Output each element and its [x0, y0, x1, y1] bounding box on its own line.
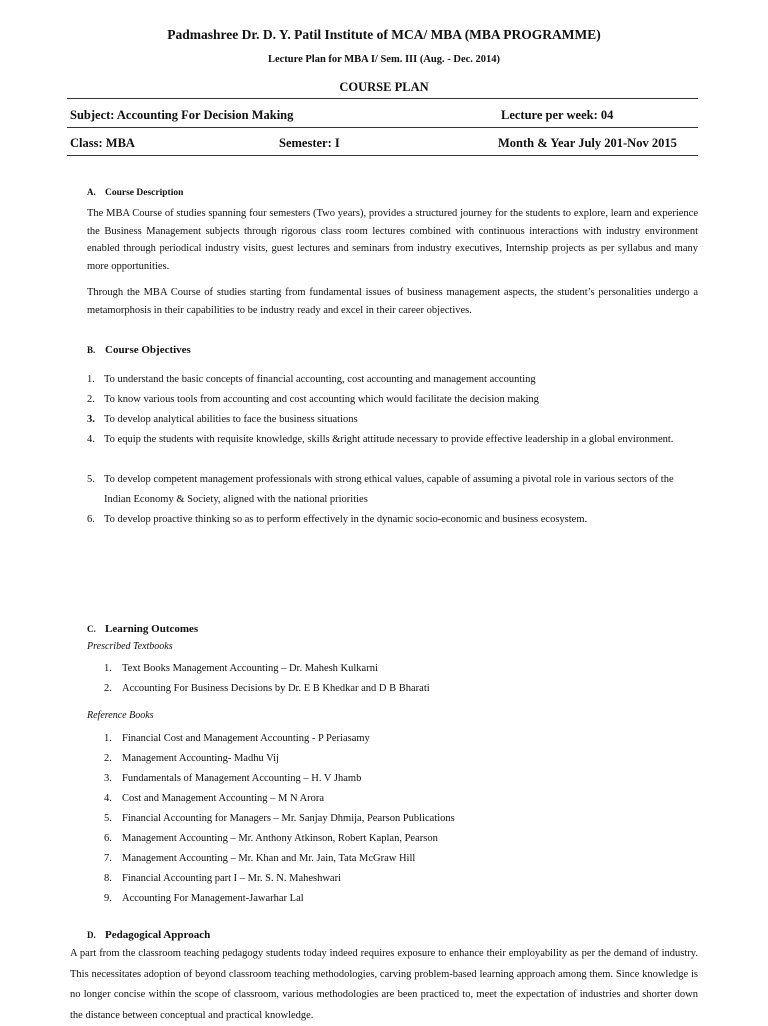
- reference-books-label: Reference Books: [87, 710, 154, 721]
- course-description-paragraph-2: Through the MBA Course of studies starting from fundamental issues of business management aspects, the student’s personalities undergo a metamorphosis in their capabilities to be industry ready and excel in their career objectives.: [87, 287, 698, 316]
- reference-item: 3. Fundamentals of Management Accounting – H. V Jhamb: [104, 773, 362, 784]
- objective-item: 5. To develop competent management professionals with strong ethical values, capable of assuming a pivotal role in various sectors of the Indian Economy & Society, aligned with the national priorities: [87, 474, 674, 505]
- header-divider-bottom: [67, 155, 698, 156]
- reference-item: 5. Financial Accounting for Managers – Mr. Sanjay Dhmija, Pearson Publications: [104, 813, 455, 824]
- objective-item: 4. To equip the students with requisite knowledge, skills &right attitude necessary to provide effective leadership in a global environment.: [87, 434, 674, 445]
- section-c-letter: C.: [87, 624, 96, 634]
- section-c-title: Learning Outcomes: [105, 623, 199, 635]
- reference-item: 2. Management Accounting- Madhu Vij: [104, 753, 279, 764]
- section-a-title: Course Description: [105, 188, 184, 198]
- lecture-plan-subtitle: Lecture Plan for MBA I/ Sem. III (Aug. - Dec. 2014): [267, 54, 501, 65]
- header-divider-middle: [67, 127, 698, 128]
- section-b-heading: [87, 340, 191, 358]
- month-year-label: Month & Year July 201-Nov 2015: [498, 136, 677, 150]
- section-b-letter: B.: [87, 345, 96, 355]
- section-b-title: Course Objectives: [105, 344, 191, 356]
- section-c-heading: [87, 619, 198, 637]
- pedagogical-approach-paragraph: A part from the classroom teaching pedagogy students today indeed requires exposure to enhance their employability as per the demand of industry. This necessitates adoption of beyond classroom teaching methodologies, carving problem-based learning approach among them. Since knowledge is no longer concise within the scope of classroom, various methodologies are been practiced to, meet the expectation of industries and shorter down the distance between conceptual and practical knowledge.: [70, 948, 698, 1021]
- reference-item: 7. Management Accounting – Mr. Khan and Mr. Jain, Tata McGraw Hill: [104, 853, 416, 864]
- reference-item: 1. Financial Cost and Management Accounting - P Periasamy: [104, 733, 370, 744]
- objective-item: 1. To understand the basic concepts of financial accounting, cost accounting and management accounting: [87, 374, 536, 385]
- reference-item: 8. Financial Accounting part I – Mr. S. N. Maheshwari: [104, 873, 342, 884]
- institute-title: Padmashree Dr. D. Y. Patil Institute of MCA/ MBA (MBA PROGRAMME): [167, 27, 601, 42]
- class-label: Class: MBA: [70, 136, 135, 150]
- objective-item: 6. To develop proactive thinking so as to perform effectively in the dynamic socio-economic and business ecosystem.: [87, 514, 588, 525]
- textbook-item: 1. Text Books Management Accounting – Dr. Mahesh Kulkarni: [104, 663, 378, 674]
- textbook-item: 2. Accounting For Business Decisions by Dr. E B Khedkar and D B Bharati: [104, 683, 430, 694]
- section-a-heading: [87, 182, 183, 200]
- prescribed-textbooks-label: Prescribed Textbooks: [87, 641, 173, 652]
- semester-label: Semester: I: [279, 136, 340, 150]
- course-description-paragraph-1: The MBA Course of studies spanning four semesters (Two years), provides a structured journey for the students to explore, learn and experience the Business Management subjects through rigorous class room lectures combined with continuous interactions with industry environment enabled through periodical industry visits, guest lectures and seminars from industry executives, Internship projects as per syllabus and many more opportunities.: [87, 208, 698, 272]
- lectures-per-week: Lecture per week: 04: [501, 108, 614, 122]
- subject-label: Subject: Accounting For Decision Making: [70, 108, 294, 122]
- section-a-letter: A.: [87, 187, 96, 197]
- section-d-title: Pedagogical Approach: [105, 929, 211, 941]
- reference-item: 6. Management Accounting – Mr. Anthony Atkinson, Robert Kaplan, Pearson: [104, 833, 438, 844]
- objective-item: 3. To develop analytical abilities to face the business situations: [87, 414, 358, 425]
- section-d-letter: D.: [87, 930, 96, 940]
- header-divider-top: [67, 98, 698, 99]
- reference-item: 9. Accounting For Management-Jawarhar Lal: [104, 893, 304, 904]
- section-d-heading: [87, 925, 210, 943]
- objective-item: 2. To know various tools from accounting and cost accounting which would facilitate the decision making: [87, 394, 539, 405]
- course-plan-heading: COURSE PLAN: [339, 80, 429, 94]
- reference-item: 4. Cost and Management Accounting – M N Arora: [104, 793, 325, 804]
